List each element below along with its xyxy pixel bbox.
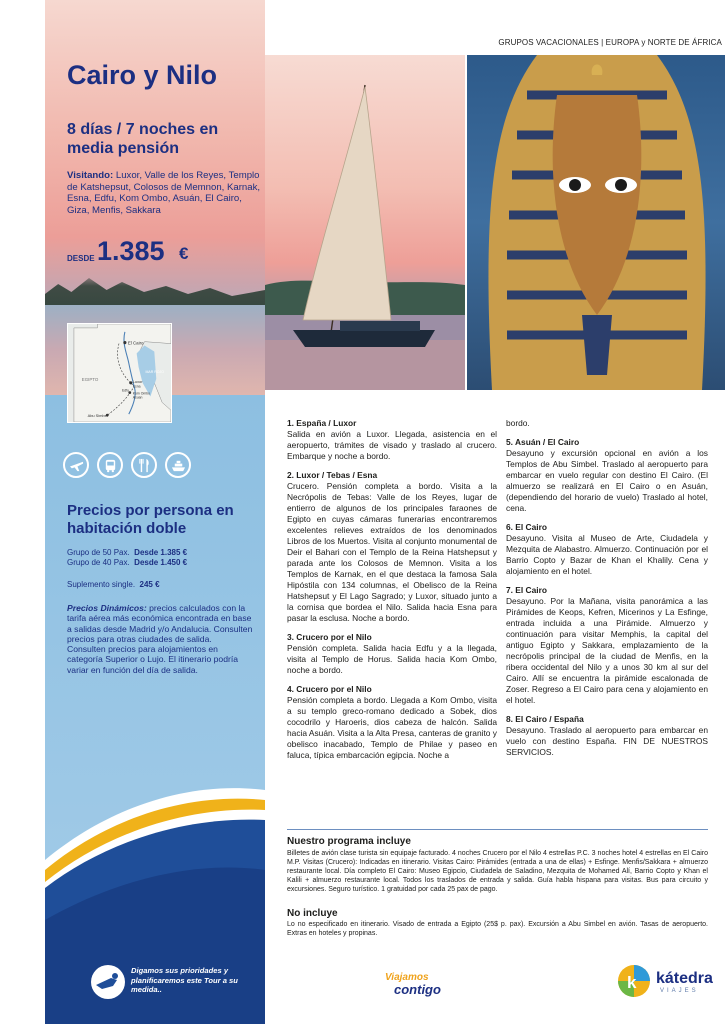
- single-supplement-value: 245 €: [139, 580, 160, 589]
- katedra-logo-icon: [617, 964, 651, 998]
- itinerary-day: [287, 684, 497, 761]
- itinerary-day-title: 6. El Cairo: [506, 522, 547, 532]
- itinerary-day-text: Desayuno. Por la Mañana, visita panorámica a las Pirámides de Keops, Kefren, Micerinos y La Esfinge, entrada incluida a una Pirámide. Almuerzo y continuación para visitar Memphis, la capital del antiguo Egipto y Sakkara, emplazamiento de la necrópolis principal de la ciudad de Menfis, en la ribera occidental del Nilo y a unos 30 km al sur del Cairo. Allí se encuentra la pirámide escalonada de Zoser. Regreso a El Cairo para cena y alojamiento en el hotel.: [506, 596, 708, 705]
- viajamos-logo-bottom: contigo: [394, 982, 441, 997]
- map-label-esna: Esna: [132, 384, 141, 389]
- left-column: [45, 0, 265, 1024]
- itinerary-day-text: Salida en avión a Luxor. Llegada, asistencia en el aeropuerto, trámites de visado y traslado al crucero. Embarque y noche a bordo.: [287, 429, 497, 461]
- itinerary-day-title: 7. El Cairo: [506, 585, 547, 595]
- includes-text: Billetes de avión clase turista sin equipaje facturado. 4 noches Crucero por el Nilo 4 estrellas P.C. 3 noches hotel 4 estrellas en El Cairo M.P. Visitas (Crucero): Indicadas en itinerario. Visitas Cairo: Pirámides (entrada a una de ellas) + Esfinge. Menfis/Sakkara + almuerzo restaurante local. Día completo El Cairo: Museo Egipcio, Ciudadela de Saladino, Mezquita de Mohamed Alí, Barrio Copto y Khan el Kalili + almuerzo restaurante local. Todos los traslados de entrada y salida. Guía habla hispana para visitas. Bus para circuito y excursiones. Seguro turístico. 1 gratuidad por cada 25 pax de pago.: [287, 850, 708, 893]
- pricing-title: Precios por persona en habitación doble: [67, 502, 234, 537]
- price-group-50-value: Desde 1.385 €: [134, 548, 188, 557]
- itinerary-day: [506, 522, 708, 577]
- section-divider: [287, 829, 708, 830]
- price-group-40-value: Desde 1.450 €: [134, 558, 188, 567]
- itinerary-day-title: 5. Asuán / El Cairo: [506, 437, 580, 447]
- price-group-50-label: Grupo de 50 Pax.: [67, 548, 130, 557]
- main-price: 1.385: [97, 236, 165, 266]
- tutankhamun-mask-photo: [467, 55, 725, 390]
- itinerary-day: [506, 585, 708, 706]
- itinerary-day-text: Desayuno. Traslado al aeropuerto para embarcar en vuelo con destino España. FIN DE NUESTROS SERVICIOS.: [506, 725, 708, 757]
- bus-icon: [97, 452, 123, 478]
- katedra-subtitle: VIAJES: [660, 988, 699, 994]
- map-label-edfu: Edfu: [121, 388, 129, 393]
- map-label-cairo: El Cairo: [127, 340, 144, 346]
- meal-icon: [131, 452, 157, 478]
- itinerary-day-title: 1. España / Luxor: [287, 418, 357, 428]
- dynamic-pricing-note: [67, 603, 255, 675]
- single-supplement: [67, 580, 160, 589]
- map-graphic: [68, 324, 171, 422]
- services-icons: [63, 452, 193, 478]
- felucca-photo: [265, 55, 465, 390]
- map-label-asuan: Asuan: [132, 395, 143, 400]
- cruise-icon: [165, 452, 191, 478]
- viajamos-logo-top: Viajamos: [385, 972, 429, 983]
- map-label-kom-ombo: Kom Ombo: [132, 391, 151, 396]
- itinerary-day-title: 2. Luxor / Tebas / Esna: [287, 470, 378, 480]
- map-label-abu-simbel: Abu Simbel: [87, 413, 108, 419]
- single-supplement-label: Suplemento single.: [67, 580, 136, 589]
- itinerary-day-text: Desayuno. Visita al Museo de Arte, Ciudadela y Mezquita de Alabastro. Almuerzo. Continuación por el Barrio Copto y Bazar de Khan el Khalily. Cena y alojamiento en el hotel.: [506, 533, 708, 576]
- itinerary-column-2: [506, 418, 708, 766]
- katedra-name: kátedra: [656, 970, 713, 987]
- price-group-40: [67, 558, 187, 567]
- itinerary-day: [287, 632, 497, 676]
- itinerary-day-title: 8. El Cairo / España: [506, 714, 584, 724]
- svg-text:k: k: [627, 973, 637, 992]
- trip-duration: 8 días / 7 noches en media pensión: [67, 121, 219, 157]
- price-group-40-label: Grupo de 40 Pax.: [67, 558, 130, 567]
- itinerary-day-text: Desayuno y excursión opcional en avión a los Templos de Abu Simbel. Traslado al aeropuerto para embarcar en vuelo regular con destino El Cairo. (El almuerzo se realizará en El Cairo o en Asuán, (dependiendo del horario de vuelo) Traslado al hotel, cena.: [506, 448, 708, 513]
- itinerary-column-1: [287, 418, 497, 769]
- itinerary-day: [287, 470, 497, 624]
- plane-icon: [63, 452, 89, 478]
- itinerary-continuation: bordo.: [506, 418, 530, 428]
- itinerary-day-title: 4. Crucero por el Nilo: [287, 684, 372, 694]
- not-included-text: Lo no especificado en itinerario. Visado de entrada a Egipto (25$ p. pax). Excursión a Abu Simbel en avión. Tasas de aeropuerto. Extras en hoteles y propinas.: [287, 921, 708, 937]
- map-label-egypt: EGIPTO: [81, 376, 99, 382]
- includes-title: Nuestro programa incluye: [287, 836, 411, 847]
- slogan: Digamos sus prioridades y planificaremos este Tour a su medida..: [131, 966, 238, 994]
- itinerary-day-title: 3. Crucero por el Nilo: [287, 632, 372, 642]
- destination-title: Cairo y Nilo: [67, 60, 218, 90]
- visiting-label: Visitando:: [67, 170, 114, 181]
- itinerary-day-text: Crucero. Pensión completa a bordo. Visita a la Necrópolis de Tebas: Valle de los Reyes, lugar de entierro de algunos de los principales faraones de Egipto en cuyas cámaras funerarias encontraremos excelentes relieves extraídos de los denominados Libros de los Muertos. Visita al conjunto monumental de Deir el Bahari con el Templo de la Reina Hatshepsut y parada ante los Colosos de Memnon. Visita a los Templos de Karnak, en el que destaca la famosa Sala Hipóstila con 134 columnas, el Obelisco de la Reina Hatshepsut y El Lago Sagrado; y Luxor, situado junto a la cornisa que bordea el Nilo. Salida hacia Esna para pasar la esclusa. Noche a bordo.: [287, 481, 497, 623]
- price-prefix: DESDE: [67, 254, 95, 263]
- itinerary-day: [287, 418, 497, 462]
- dynamic-pricing-text: precios calculados con la tarifa aérea más económica encontrada en base a salidas desde Madrid y/o Andalucia. Consulten precios para otras ciudades de salida.: [67, 603, 253, 644]
- egypt-map: [67, 323, 172, 423]
- accommodation-note: Consulten precios para alojamientos en categoría Superior o Lujo. El itinerario podría variar en función del día de salida.: [67, 644, 239, 675]
- itinerary-day-text: Pensión completa. Salida hacia Edfu y a la llegada, visita al Templo de Horus. Salida hacia Kom Ombo, noche a bordo.: [287, 643, 497, 675]
- map-label-luxor: Luxor: [132, 378, 143, 384]
- dynamic-pricing-label: Precios Dinámicos:: [67, 603, 147, 613]
- itinerary-day: [506, 437, 708, 514]
- map-label-red-sea: MAR ROJO: [145, 370, 165, 374]
- itinerary-day-text: Pensión completa a bordo. Llegada a Kom Ombo, visita a su templo greco-romano dedicado a Sobek, dios cocodrilo y Haroeris, dios cabeza de halcón. Salida hacia Asuán. Visita a la Alta Presa, canteras de granito y obelisco inacabado, Templo de Philae y paseo en faluca, típica embarcación egipcia. Noche a: [287, 695, 497, 760]
- price-group-50: [67, 548, 187, 557]
- itinerary-day: [506, 714, 708, 758]
- visiting-places: Luxor, Valle de los Reyes, Templo de Katshepsut, Colosos de Memnon, Karnak, Esna, Edfu, Kom Ombo, Asuán, El Cairo, Giza, Menfis, Sakkara: [67, 170, 261, 216]
- advisor-logo: [91, 965, 125, 999]
- not-included-title: No incluye: [287, 908, 338, 919]
- visiting-list: [67, 170, 262, 216]
- price-currency: €: [179, 244, 189, 263]
- category-header: GRUPOS VACACIONALES | EUROPA y NORTE DE ÁFRICA: [498, 38, 722, 47]
